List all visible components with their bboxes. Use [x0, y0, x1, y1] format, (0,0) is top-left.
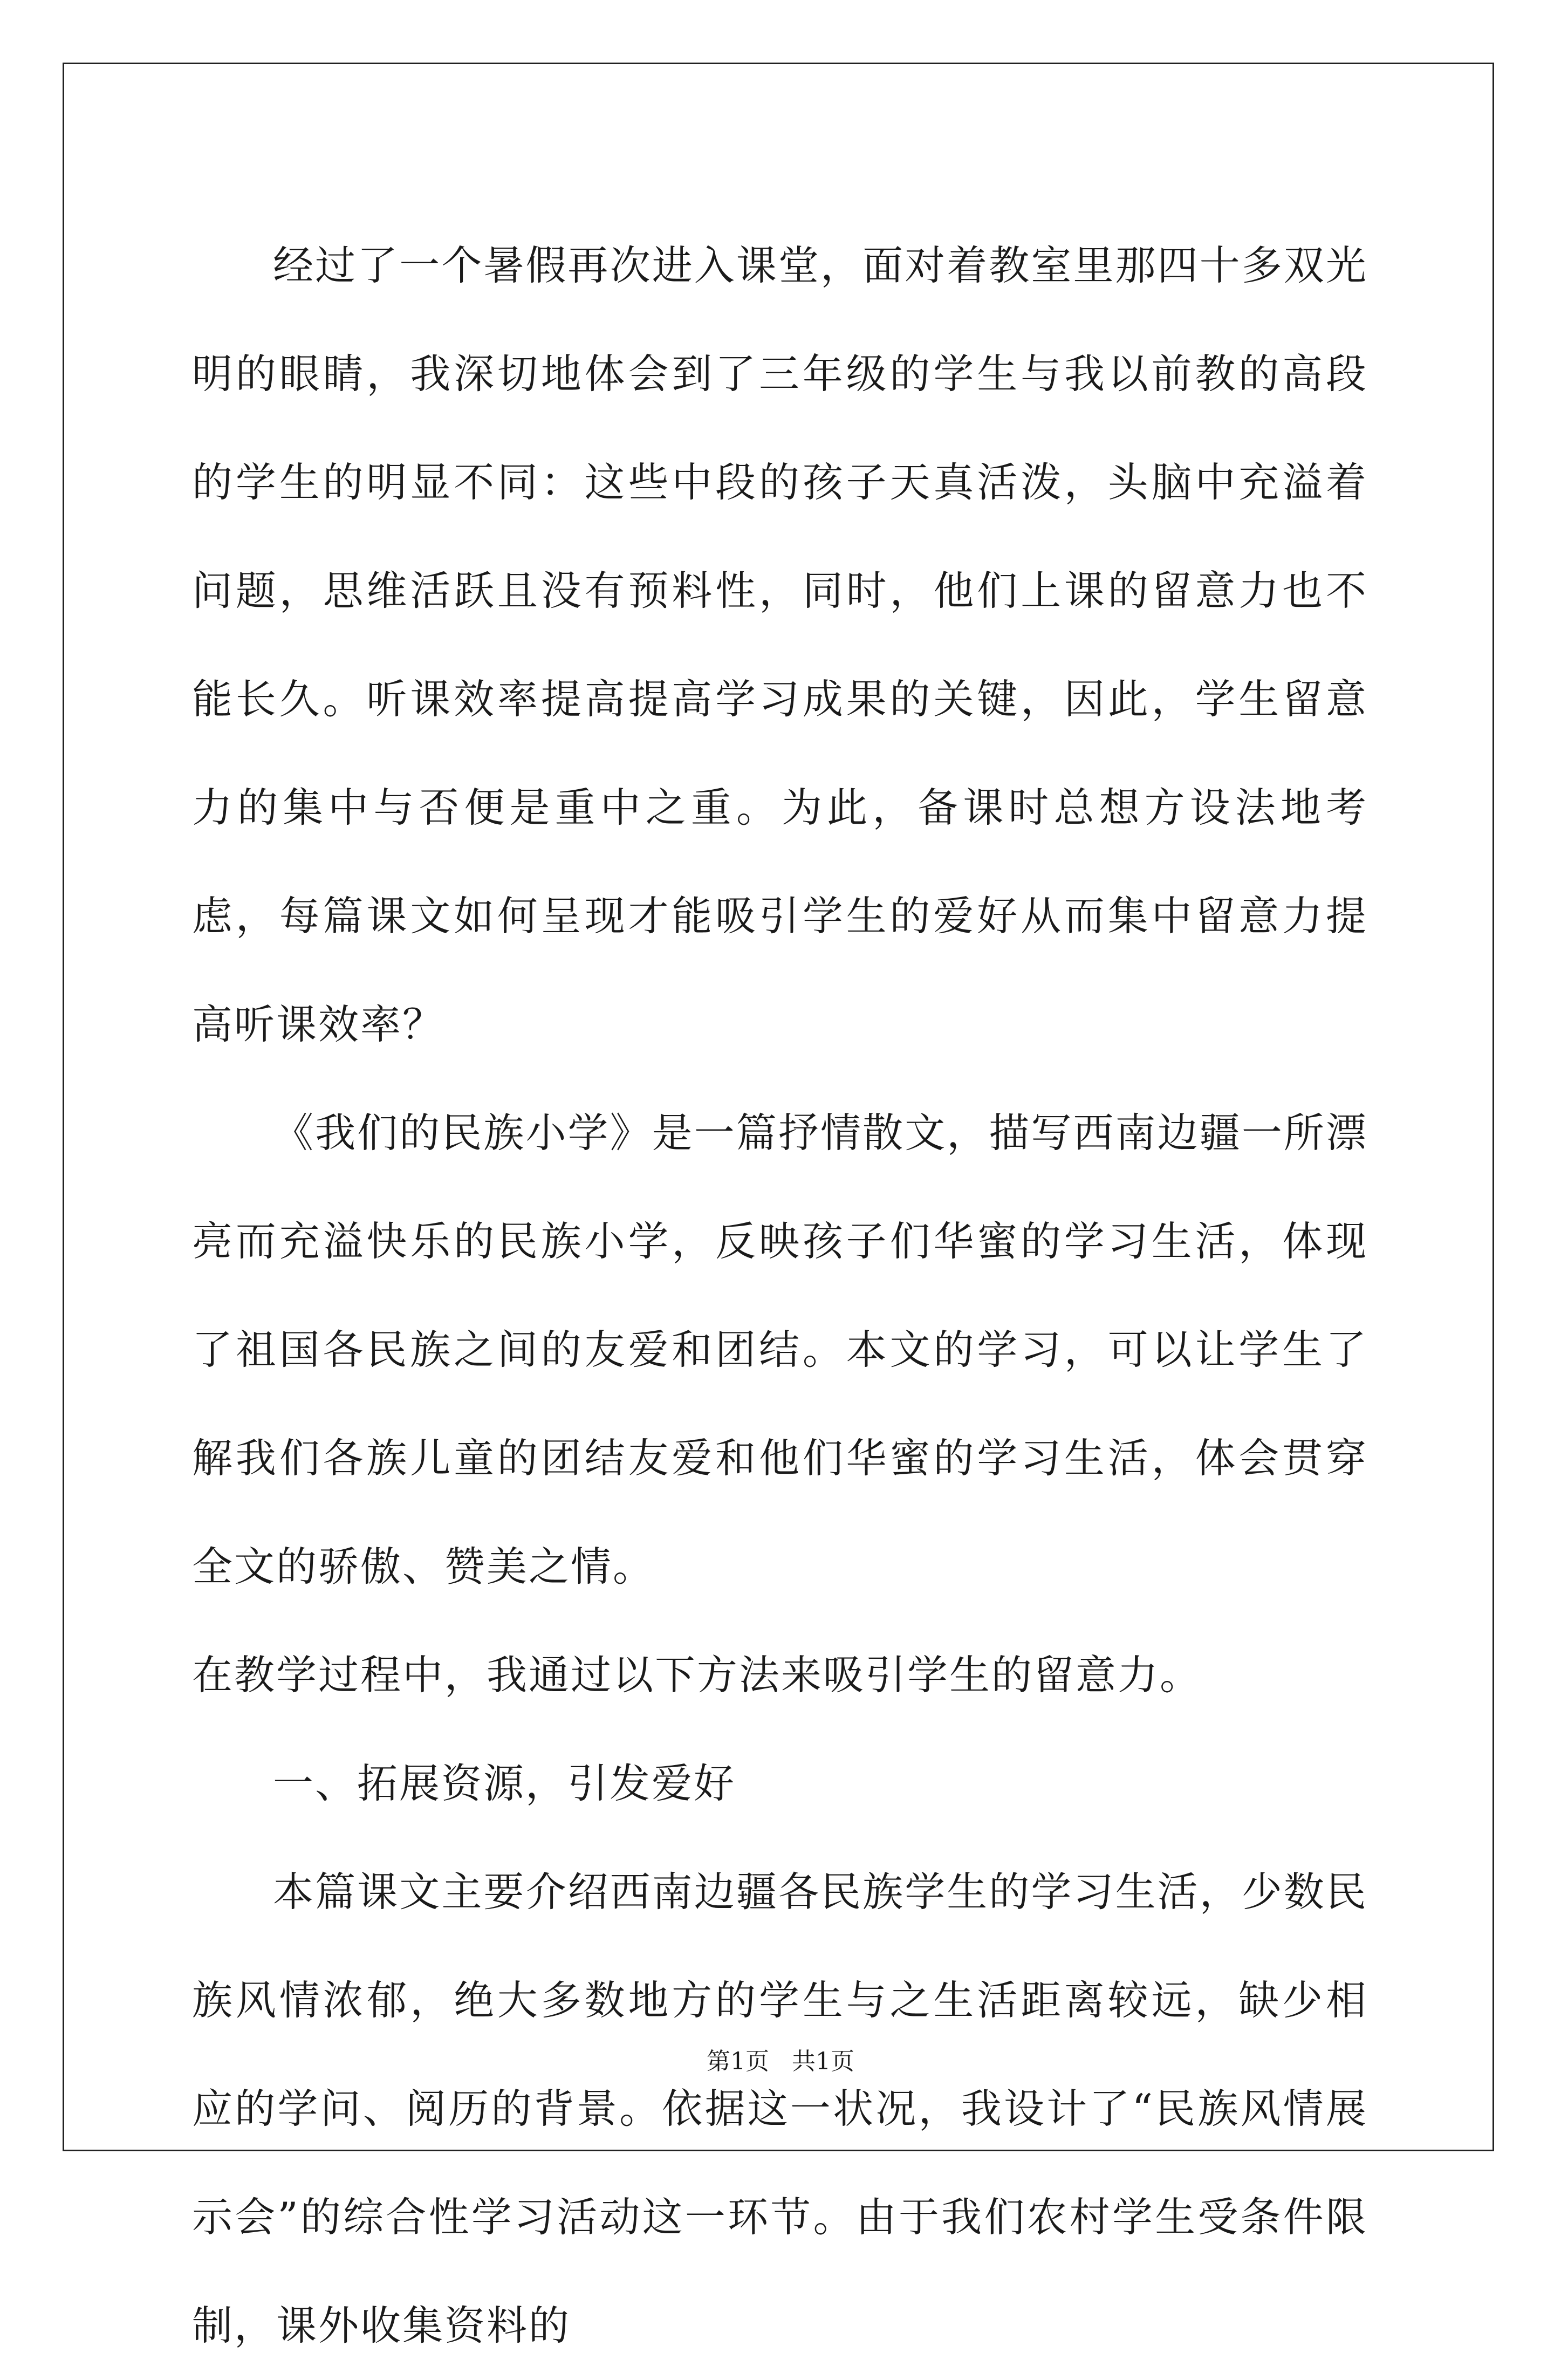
- paragraph-3: 在教学过程中，我通过以下方法来吸引学生的留意力。: [192, 1651, 1202, 1699]
- paragraph-2: 《我们的民族小学》是一篇抒情散文，描写西南边疆一所漂亮而充溢快乐的民族小学，反映孩子们华蜜的学习生活，体现了祖国各民族之间的友爱和团结。本文的学习，可以让学生了解我们各族儿童的团结友爱和他们华蜜的学习生活，体会贯穿全文的骄傲、赞美之情。: [192, 1109, 1368, 1590]
- paragraph-1: 经过了一个暑假再次进入课堂，面对着教室里那四十多双光明的眼睛，我深切地体会到了三年级的学生与我以前教的高段的学生的明显不同：这些中段的孩子天真活泼，头脑中充溢着问题，思维活跃且没有预料性，同时，他们上课的留意力也不能长久。听课效率提高提高学习成果的关键，因此，学生留意力的集中与否便是重中之重。为此，备课时总想方设法地考虑，每篇课文如何呈现才能吸引学生的爱好从而集中留意力提高听课效率？: [192, 242, 1368, 1048]
- section-heading: 一、拓展资源，引发爱好: [273, 1760, 736, 1807]
- page-footer: 第1页 共1页: [707, 2048, 854, 2075]
- paragraph-4: 本篇课文主要介绍西南边疆各民族学生的学习生活，少数民族风情浓郁，绝大多数地方的学生与之生活距离较远，缺少相应的学问、阅历的背景。依据这一状况，我设计了“民族风情展示会”的综合性学习活动这一环节。由于我们农村学生受条件限制，课外收集资料的: [192, 1868, 1368, 2349]
